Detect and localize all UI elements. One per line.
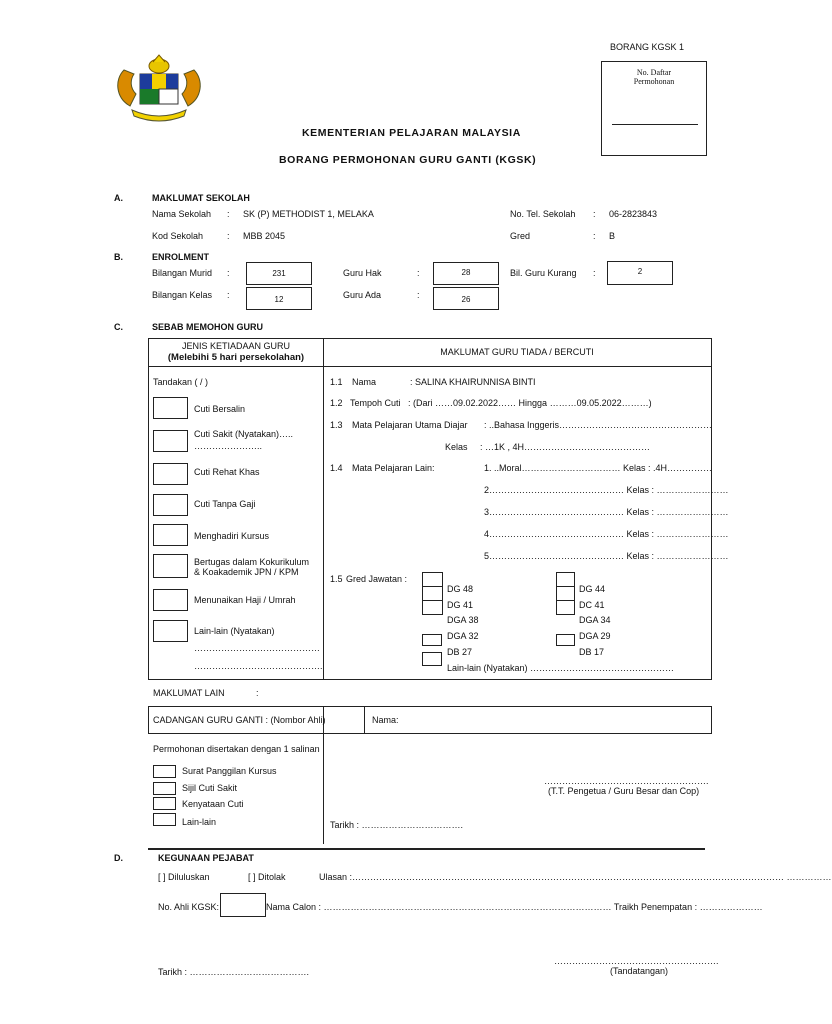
attachment-1: Sijil Cuti Sakit <box>182 783 238 793</box>
checkbox-sijil-cuti-sakit[interactable] <box>153 782 176 795</box>
other-subject-line-5: 5……………………………………… Kelas : …………………… <box>484 551 729 561</box>
school-tel-value: 06-2823843 <box>609 209 658 219</box>
approved-option[interactable]: [ ] Diluluskan <box>158 872 210 882</box>
students-colon: : <box>227 268 230 278</box>
attachment-2: Kenyataan Cuti <box>182 799 244 809</box>
leave-label-5: Bertugas dalam Kokurikulum <box>194 557 310 567</box>
registration-number-box <box>601 61 707 156</box>
signature-label: (Tandatangan) <box>610 966 669 976</box>
other-subject-line-1: 1. ..Moral…………………………… Kelas : .4H…………… <box>484 463 713 473</box>
leave-label-4: Menghadiri Kursus <box>194 531 270 541</box>
school-name-colon: : <box>227 209 230 219</box>
reg-number-line <box>612 124 698 125</box>
section-d-top-line <box>148 848 705 850</box>
principal-signature-label: (T.T. Pengetua / Guru Besar dan Cop) <box>548 786 700 796</box>
guru-hak-colon: : <box>417 268 420 278</box>
signature-dots: ………………………………………………. <box>554 956 719 966</box>
section-c-letter: C. <box>114 322 123 332</box>
grade-checkbox-dg41[interactable] <box>422 586 443 601</box>
other-subject-line-3: 3……………………………………… Kelas : …………………… <box>484 507 729 517</box>
school-tel-label: No. Tel. Sekolah <box>510 209 576 219</box>
form-title: BORANG PERMOHONAN GURU GANTI (KGSK) <box>279 154 537 166</box>
section-d-title: KEGUNAAN PEJABAT <box>158 853 254 863</box>
classes-label: Bilangan Kelas <box>152 290 213 300</box>
member-number-label: No. Ahli KGSK: <box>158 902 220 912</box>
grade-dga32: DGA 32 <box>447 631 479 641</box>
kurang-colon: : <box>593 268 596 278</box>
kurang-field[interactable] <box>607 261 673 285</box>
leave-sub2-7: ……………………………………. <box>194 661 323 671</box>
school-code-value: MBB 2045 <box>243 231 286 241</box>
checkbox-lain-lain-attachment[interactable] <box>153 813 176 826</box>
leave-label-6: Menunaikan Haji / Umrah <box>194 595 296 605</box>
school-code-colon: : <box>227 231 230 241</box>
left-header-line-1: JENIS KETIADAAN GURU <box>181 341 291 351</box>
subject-label: Mata Pelajaran Utama Diajar <box>352 420 468 430</box>
section-b-letter: B. <box>114 252 123 262</box>
other-subject-line-4: 4……………………………………… Kelas : …………………… <box>484 529 729 539</box>
principal-signature-line: ………………………………………………. <box>544 776 709 786</box>
proposal-divider-2 <box>364 706 365 734</box>
grade-checkbox-dg48[interactable] <box>422 572 443 587</box>
school-name-label: Nama Sekolah <box>152 209 212 219</box>
grade-dc41: DC 41 <box>579 600 605 610</box>
ministry-title: KEMENTERIAN PELAJARAN MALAYSIA <box>302 127 521 139</box>
teacher-name-value: : SALINA KHAIRUNNISA BINTI <box>410 377 536 387</box>
left-header-line-2: (Melebihi 5 hari persekolahan) <box>167 352 305 363</box>
class-value: : …1K , 4H…………………………………… <box>480 442 651 452</box>
classes-colon: : <box>227 290 230 300</box>
guru-hak-value: 28 <box>461 268 471 277</box>
attachment-0: Surat Panggilan Kursus <box>182 766 277 776</box>
attachment-divider <box>323 734 324 844</box>
period-label: Tempoh Cuti <box>350 398 401 408</box>
school-grade-colon: : <box>593 231 596 241</box>
leave-label-7: Lain-lain (Nyatakan) <box>194 626 275 636</box>
grade-db17: DB 17 <box>579 647 605 657</box>
checkbox-lain-lain[interactable] <box>153 620 188 642</box>
subject-value: : ..Bahasa Inggeris…………………………………………… <box>484 420 713 430</box>
grade-no: 1.5 <box>330 574 343 584</box>
classes-field[interactable] <box>246 287 312 310</box>
grade-dga38: DGA 38 <box>447 615 479 625</box>
grade-dg44: DG 44 <box>579 584 606 594</box>
other-info-colon: : <box>256 688 259 698</box>
reason-table-column-divider <box>323 338 324 679</box>
rejected-option[interactable]: [ ] Ditolak <box>248 872 286 882</box>
other-subject-line-2: 2……………………………………… Kelas : …………………… <box>484 485 729 495</box>
section-c-title: SEBAB MEMOHON GURU <box>152 322 264 332</box>
checkbox-cuti-bersalin[interactable] <box>153 397 188 419</box>
teacher-name-no: 1.1 <box>330 377 343 387</box>
grade-checkbox-dga38[interactable] <box>422 600 443 615</box>
kurang-label: Bil. Guru Kurang <box>510 268 577 278</box>
leave-label-2: Cuti Rehat Khas <box>194 467 260 477</box>
leave-label-0: Cuti Bersalin <box>194 404 246 414</box>
reg-box-label-2: Permohonan <box>633 77 675 86</box>
grade-other: Lain-lain (Nyatakan) ………………………………………… <box>447 663 675 673</box>
grade-checkbox-db27[interactable] <box>422 652 442 666</box>
checkbox-cuti-sakit[interactable] <box>153 430 188 452</box>
other-info-label: MAKLUMAT LAIN <box>153 688 225 698</box>
grade-checkbox-dc41[interactable] <box>556 586 575 601</box>
students-label: Bilangan Murid <box>152 268 213 278</box>
section-d-letter: D. <box>114 853 123 863</box>
subject-no: 1.3 <box>330 420 343 430</box>
guru-ada-value: 26 <box>461 295 471 304</box>
school-grade-value: B <box>609 231 616 241</box>
section-a-title: MAKLUMAT SEKOLAH <box>152 193 250 203</box>
grade-db27: DB 27 <box>447 647 473 657</box>
checkbox-surat-panggilan[interactable] <box>153 765 176 778</box>
grade-checkbox-dg44[interactable] <box>556 572 575 587</box>
grade-dg48: DG 48 <box>447 584 474 594</box>
guru-hak-label: Guru Hak <box>343 268 382 278</box>
students-value: 231 <box>272 269 286 278</box>
leave-label-3: Cuti Tanpa Gaji <box>194 499 256 509</box>
classes-value: 12 <box>274 295 284 304</box>
proposal-label: CADANGAN GURU GANTI : (Nombor Ahli) <box>153 715 326 725</box>
tick-instruction: Tandakan ( / ) <box>153 377 209 387</box>
section-d-date: Tarikh : …………………………………. <box>158 967 310 977</box>
other-subject-no: 1.4 <box>330 463 343 473</box>
reg-box-label-1: No. Daftar <box>636 68 672 77</box>
other-subject-label: Mata Pelajaran Lain: <box>352 463 435 473</box>
grade-checkbox-dga34[interactable] <box>556 600 575 615</box>
proposal-member-number-field[interactable] <box>324 707 364 733</box>
teacher-name-label: Nama <box>352 377 377 387</box>
checkbox-menghadiri-kursus[interactable] <box>153 524 188 546</box>
right-header: MAKLUMAT GURU TIADA / BERCUTI <box>440 347 594 357</box>
school-tel-colon: : <box>593 209 596 219</box>
grade-checkbox-dga32[interactable] <box>422 634 442 646</box>
guru-ada-field[interactable] <box>433 287 499 310</box>
checkbox-cuti-tanpa-gaji[interactable] <box>153 494 188 516</box>
reason-table-header-divider <box>148 366 711 367</box>
guru-ada-label: Guru Ada <box>343 290 382 300</box>
period-no: 1.2 <box>330 398 343 408</box>
section-c-date: Tarikh : ……………………………. <box>330 820 464 830</box>
section-b-title: ENROLMENT <box>152 252 209 262</box>
proposal-name-label: Nama: <box>372 715 399 725</box>
checkbox-cuti-rehat-khas[interactable] <box>153 463 188 485</box>
leave-label-1: Cuti Sakit (Nyatakan)….. <box>194 429 294 439</box>
guru-hak-field[interactable] <box>433 262 499 285</box>
grade-dga29: DGA 29 <box>579 631 611 641</box>
leave-sub-5: & Koakademik JPN / KPM <box>194 567 299 577</box>
checkbox-kokurikulum[interactable] <box>153 554 188 578</box>
class-label: Kelas <box>445 442 468 452</box>
guru-ada-colon: : <box>417 290 420 300</box>
period-value: : (Dari ……09.02.2022…… Hingga ………09.05.2022………) <box>408 398 652 408</box>
checkbox-kenyataan-cuti[interactable] <box>153 797 176 810</box>
section-a-letter: A. <box>114 193 123 203</box>
school-code-label: Kod Sekolah <box>152 231 204 241</box>
attachment-3: Lain-lain <box>182 817 217 827</box>
leave-sub-7: …………………………………… <box>194 643 320 653</box>
grade-dga34: DGA 34 <box>579 615 611 625</box>
leave-sub-1: ………………….. <box>194 441 263 451</box>
checkbox-haji-umrah[interactable] <box>153 589 188 611</box>
school-grade-label: Gred <box>510 231 531 241</box>
grade-label: Gred Jawatan : <box>346 574 408 584</box>
coat-of-arms-logo <box>112 50 206 126</box>
candidate-name-line: Nama Calon : …………………………………………………………………………………… Traikh Penempatan : ………………… <box>266 902 763 912</box>
grade-dg41: DG 41 <box>447 600 474 610</box>
kurang-value: 2 <box>637 267 643 276</box>
remarks-line: Ulasan :……………………………………………………………………………………………………………………………… …………… <box>319 872 832 882</box>
form-code: BORANG KGSK 1 <box>610 42 685 52</box>
grade-checkbox-dga29[interactable] <box>556 634 575 646</box>
attachment-title: Permohonan disertakan dengan 1 salinan <box>153 744 320 754</box>
member-number-field[interactable] <box>220 893 266 917</box>
school-name-value: SK (P) METHODIST 1, MELAKA <box>243 209 374 219</box>
students-field[interactable] <box>246 262 312 285</box>
